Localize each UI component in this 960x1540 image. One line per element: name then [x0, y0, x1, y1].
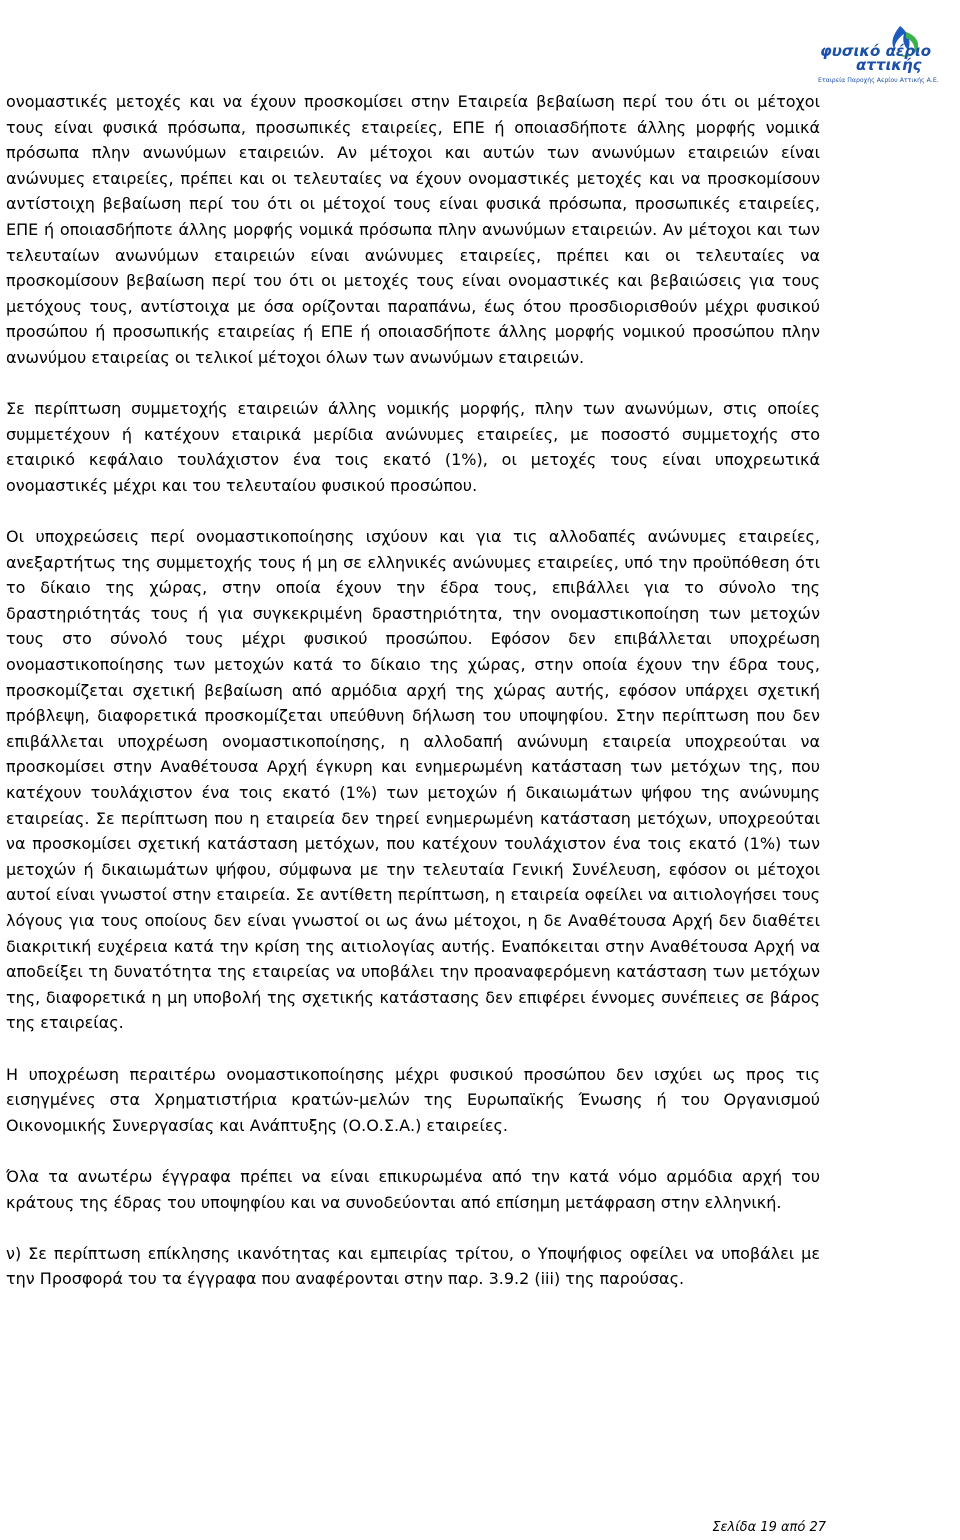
company-logo: [800, 22, 952, 84]
logo-tagline: Εταιρεία Παροχής Αερίου Αττικής Α.Ε.: [818, 77, 939, 84]
document-body: [6, 89, 820, 1318]
paragraph-certification: Όλα τα ανωτέρω έγγραφα πρέπει να είναι επικυρωμένα από την κατά νόμο αρμόδια αρχή του κράτους της έδρας του υποψηφίου και να συνοδεύονται από επίσημη μετάφραση στην ελληνική.: [6, 1166, 820, 1212]
paragraph-other-legal-forms: Σε περίπτωση συμμετοχής εταιρειών άλλης νομικής μορφής, πλην των ανωνύμων, στις οποίες συμμετέχουν ή κατέχουν εταιρικά μερίδια ανώνυμες εταιρείες, με ποσοστό συμμετοχής στο εταιρικό κεφάλαιο τουλάχιστον ένα τοις εκατό (1%), οι μετοχές τους είναι υποχρεωτικά ονομαστικές μέχρι και του τελευταίου φυσικού προσώπου.: [6, 399, 820, 495]
paragraph-foreign-companies: Οι υποχρεώσεις περί ονομαστικοποίησης ισχύουν και για τις αλλοδαπές ανώνυμες εταιρείες, ανεξαρτήτως της συμμετοχής τους ή μη σε ελληνικές ανώνυμες εταιρείες, υπό την προϋπόθεση ότι το δίκαιο της χώρας, στην οποία έχουν την έδρα τους, επιβάλλει για το σύνολο της δραστηριότητάς τους ή για συγκεκριμένη δραστηριότητα, την ονομαστικοποίηση των μετοχών τους στο σύνολό τους μέχρι φυσικού προσώπου. Εφόσον δεν επιβάλλεται υποχρέωση ονομαστικοποίησης των μετοχών κατά το δίκαιο της χώρας, στην οποία έχουν την έδρα τους, προσκομίζεται σχετική βεβαίωση από αρμόδια αρχή της χώρας αυτής, εφόσον υπάρχει σχετική πρόβλεψη, διαφορετικά προσκομίζεται υπεύθυνη δήλωση του υποψηφίου. Στην περίπτωση που δεν επιβάλλεται υποχρέωση ονομαστικοποίησης, η αλλοδαπή ανώνυμη εταιρεία υποχρεούται να προσκομίσει στην Αναθέτουσα Αρχή έγκυρη και ενημερωμένη κατάσταση των μετόχων της, που κατέχουν τουλάχιστον ένα τοις εκατό (1%) των μετοχών ή δικαιωμάτων ψήφου της ανώνυμης εταιρείας. Σε περίπτωση που η εταιρεία δεν τηρεί ενημερωμένη κατάσταση μετόχων, υποχρεούται να προσκομίσει σχετική κατάσταση μετόχων, που κατέχουν τουλάχιστον ένα τοις εκατό (1%) των μετοχών ή δικαιωμάτων ψήφου, σύμφωνα με την τελευταία Γενική Συνέλευση, εφόσον οι μέτοχοι αυτοί είναι γνωστοί στην εταιρεία. Σε αντίθετη περίπτωση, η εταιρεία οφείλει να αιτιολογήσει τους λόγους για τους οποίους δεν είναι γνωστοί οι ως άνω μέτοχοι, η δε Αναθέτουσα Αρχή δεν διαθέτει διακριτική ευχέρεια κατά την κρίση της αιτιολογίας αυτής. Εναπόκειται στην Αναθέτουσα Αρχή να αποδείξει τη δυνατότητα της εταιρείας να υποβάλει την προαναφερόμενη κατάσταση των μετόχων της, διαφορετικά η μη υποβολή της σχετικής κατάστασης δεν επιφέρει έννομες συνέπειες σε βάρος της εταιρείας.: [6, 527, 820, 1033]
logo-line1: φυσικό αέριο: [820, 42, 932, 60]
logo-line2: αττικής: [856, 56, 922, 74]
paragraph-third-party-capacity: ν) Σε περίπτωση επίκλησης ικανότητας και εμπειρίας τρίτου, ο Υποψήφιος οφείλει να υποβάλει με την Προσφορά του τα έγγραφα που αναφέρονται στην παρ. 3.9.2 (iii) της παρούσας.: [6, 1243, 820, 1289]
paragraph-shareholders-registered: ονομαστικές μετοχές και να έχουν προσκομίσει στην Εταιρεία βεβαίωση περί του ότι οι μέτοχοι τους είναι φυσικά πρόσωπα, προσωπικές εταιρείες, ΕΠΕ ή οποιασδήποτε άλλης μορφής νομικά πρόσωπα πλην ανωνύμων εταιρειών. Αν μέτοχοι και αυτών των ανωνύμων εταιρειών είναι ανώνυμες εταιρείες, πρέπει και οι τελευταίες να έχουν ονομαστικές μετοχές και να προσκομίσουν αντίστοιχη βεβαίωση περί του ότι οι μέτοχοί τους είναι φυσικά πρόσωπα, προσωπικές εταιρείες, ΕΠΕ ή οποιασδήποτε άλλης μορφής νομικά πρόσωπα πλην ανωνύμων εταιρειών. Αν μέτοχοι και των τελευταίων ανωνύμων εταιρειών είναι ανώνυμες εταιρείες, πρέπει και οι τελευταίες να προσκομίσουν βεβαίωση περί του ότι οι μετοχές τους είναι ονομαστικές και βεβαιώσεις για τους μετόχους τους, αντίστοιχα με όσα ορίζονται παραπάνω, έως ότου προσδιορισθούν μέχρι φυσικού προσώπου ή προσωπικής εταιρείας ή ΕΠΕ ή οποιασδήποτε άλλης μορφής νομικού προσώπου πλην ανωνύμου εταιρείας οι τελικοί μέτοχοι όλων των ανωνύμων εταιρειών.: [6, 92, 820, 367]
page-number: Σελίδα 19 από 27: [712, 1520, 826, 1535]
logo-graphic: [800, 22, 952, 84]
paragraph-listed-companies-exemption: Η υποχρέωση περαιτέρω ονομαστικοποίησης μέχρι φυσικού προσώπου δεν ισχύει ως προς τις εισηγμένες στα Χρηματιστήρια κρατών-μελών της Ευρωπαϊκής Ένωσης ή του Οργανισμού Οικονομικής Συνεργασίας και Ανάπτυξης (Ο.Ο.Σ.Α.) εταιρείες.: [6, 1064, 820, 1135]
